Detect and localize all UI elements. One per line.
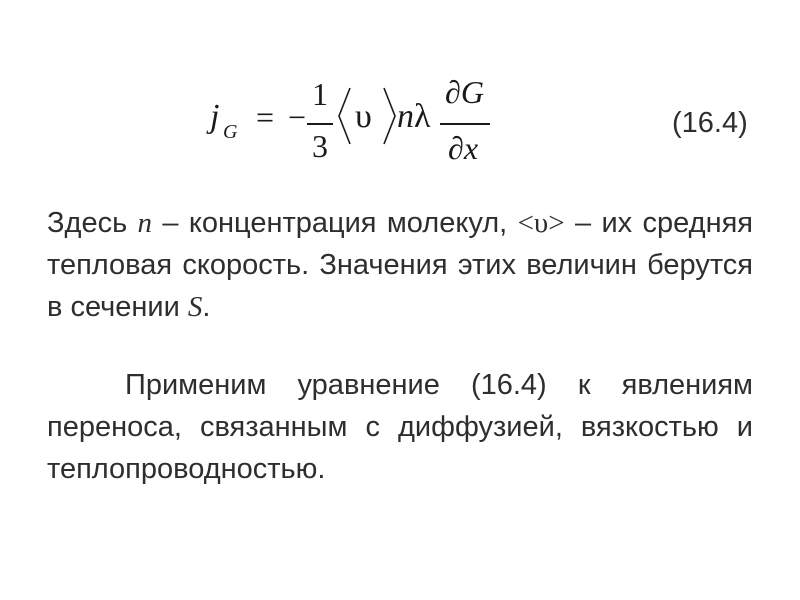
text-run: – концентрация молекул, xyxy=(152,207,518,239)
fraction-bar xyxy=(307,123,333,125)
derivative-bar xyxy=(440,123,490,125)
s-variable: S xyxy=(187,291,203,323)
text-run: Здесь xyxy=(47,207,138,239)
n-lambda xyxy=(397,98,431,136)
flux-symbol: j xyxy=(210,98,220,135)
concentration-symbol: n xyxy=(397,98,414,135)
paragraph-definitions xyxy=(47,202,753,328)
flux-formula xyxy=(190,68,510,186)
fraction-numerator: 1 xyxy=(312,76,328,112)
text-run: – их средняя тепловая скорость. Значения этих величин берутся в сечении xyxy=(47,207,753,323)
fraction-denominator: 3 xyxy=(312,128,328,164)
derivative-denominator: ∂x xyxy=(448,130,479,166)
equals-sign: = xyxy=(256,99,275,135)
flux-subscript: G xyxy=(223,121,238,143)
text-run: . xyxy=(202,291,211,323)
velocity-notation: <υ> xyxy=(517,207,565,239)
paragraph-application: Применим уравнение (16.4) к явлениям переноса, связанным с диффузией, вязкостью и теплопроводностью. xyxy=(47,369,753,485)
equation-number: (16.4) xyxy=(672,107,748,139)
minus-sign: − xyxy=(288,99,307,135)
n-variable: n xyxy=(137,207,153,239)
lambda-symbol: λ xyxy=(414,98,431,135)
velocity-symbol: υ xyxy=(355,98,372,135)
derivative-numerator: ∂G xyxy=(445,74,484,110)
